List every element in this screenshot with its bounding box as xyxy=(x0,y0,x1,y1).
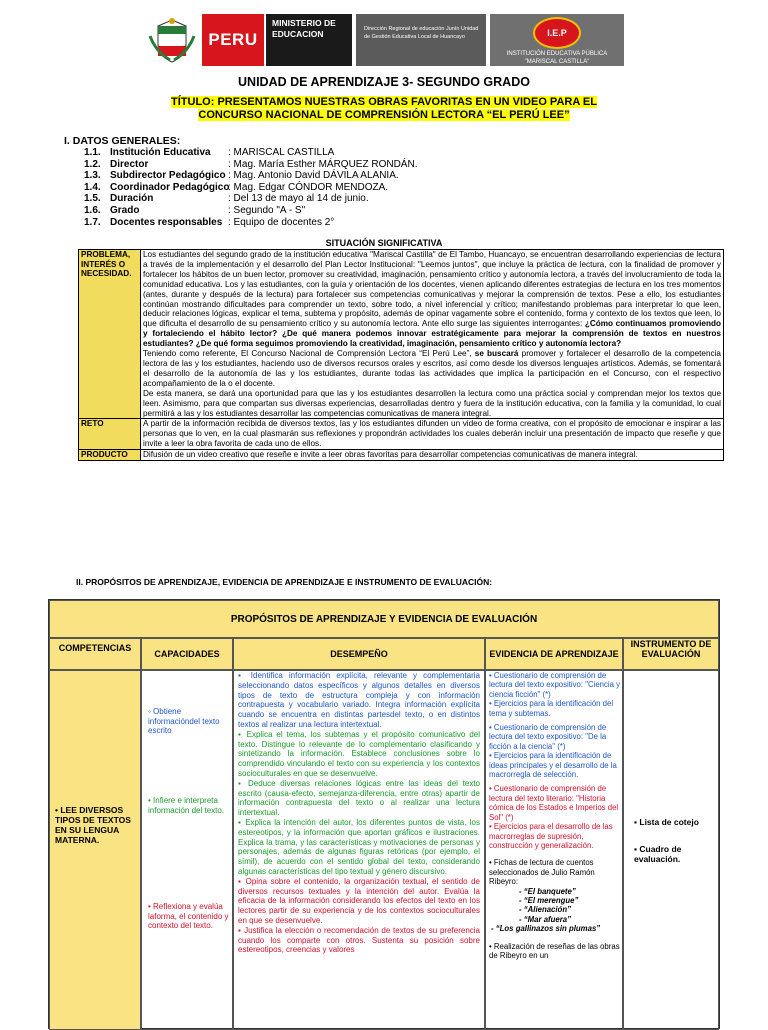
producto-label: PRODUCTO xyxy=(79,450,141,461)
reto-text: A partir de la información recibida de diversos textos, las y los estudiantes difunden un video de forma creativa, con el propósito de emocionar e inspirar a las personas que lo ven, en la cual plasmarán sus reflexiones y propondrán actividades los cuales deberán incluir una presentación de impacto que reseñe y que invite a leer la obra favorita de cada uno de ellos. xyxy=(141,419,724,450)
capacidades-cell xyxy=(141,670,233,1030)
header-desempeno: DESEMPEÑO xyxy=(233,638,485,670)
producto-text: Difusión de un video creativo que reseñe e invite a leer obras favoritas para desarrollar competencias comunicativas de manera integral. xyxy=(141,450,724,461)
desempeno-list xyxy=(238,671,480,955)
cuento-item: - “El banquete” xyxy=(519,886,576,896)
cuento-item: - “El merengue” xyxy=(519,895,579,905)
capacidad-reflexiona: • Reflexiona y evalúa laforma, el contenido y contexto del texto. xyxy=(148,902,229,931)
cuento-item: - “Alienación” xyxy=(519,905,571,915)
section-datos-generales: I. DATOS GENERALES: xyxy=(64,135,181,147)
reto-row xyxy=(79,419,724,450)
instrumento-cell xyxy=(623,670,719,1030)
ministerio-brand: MINISTERIO DE EDUCACION xyxy=(266,14,352,66)
datos-value: : Segundo "A - S" xyxy=(228,205,306,216)
problema-questions: ¿Cómo continuamos promoviendo y fortaleciendo el hábito lector? ¿De qué manera podemos innovar estratégicamente para mejorar la comprensión de textos en nuestros estudiantes? ¿De qué forma seguimos promoviendo la creatividad, imaginación, pensamiento crítico y autonomía lectora? xyxy=(143,319,721,349)
evidencia-item: • Fichas de lectura de cuentos seleccionados de Julio Ramón Ribeyro: xyxy=(489,858,595,887)
datos-label: Institución Educativa xyxy=(110,147,211,158)
desempeno-item: ▪ Explica la intención del autor, los diferentes puntos de vista, los estereotipos, y la información que aportan gráficos e ilustraciones. Explica la trama, y las características y motivaciones de personas y personajes, además de algunas figuras retóricas (por ejemplo, el símil), de acuerdo con el sentido global del texto, considerando algunas características del tipo textual y género discursivo. xyxy=(238,817,480,876)
problema-paragraph-1: Los estudiantes del segundo grado de la institución educativa "Mariscal Castilla" de El Tambo, Huancayo, se encuentran desarrollando experiencias de lectura a través de la implementación y el desarrollo del Plan Lector Institucional: "Leemos juntos", que incluye la práctica de lectura, con la finalidad de promover y fortalecer los hábitos de un buen lector, promover su creatividad, imaginación, pensamiento crítico y autonomía lectora, a través del involucramiento de toda la comunidad educativa. Los y las estudiantes, con la guía y orientación de los docentes, vienen aplicando diferentes estrategias de lectura en los tres momentos (antes, durante y después de la lectura) para fortalecer sus competencias comunicativas y mejorar la comprensión de textos. Pese a ello, los estudiantes continúan mostrando dificultades para comprender un texto, sobre todo, a nivel inferencial y crítico; manifestando problemas para interpretar lo que leen, deducir relaciones lógicas, explicar el tema, subtema y propósito, además de opinar vagamente sobre el contenido, forma y contexto de los textos que leen, lo que dificulta el desarrollo de su pensamiento crítico y su autonomía lectora. Ante ello surge las siguientes interrogantes: xyxy=(143,250,721,329)
problema-paragraph-2a: Teniendo como referente, El Concurso Nacional de Comprensión Lectora “El Perú Lee”, xyxy=(143,349,472,359)
datos-num: 1.6. xyxy=(84,205,101,216)
problema-row xyxy=(79,250,724,419)
datos-value: : Mag. María Esther MÁRQUEZ RONDÁN. xyxy=(228,158,418,170)
problema-paragraph-3: De esta manera, se dará una oportunidad para que las y los estudiantes desarrollen la lectura como una práctica social y comprendan mejor los textos que leen. Asimismo, para que compartan sus diversas experiencias, desarrolladas dentro y fuera de la institución educativa, con la familia y la comunidad, lo cual permitirá a las y los estudiantes desarrollar las competencias comunicativas de manera integral. xyxy=(143,388,721,418)
desempeno-item: ▪ Explica el tema, los subtemas y el propósito comunicativo del texto. Distingue lo relevante de lo complementario clasificando y sintetizando la información. Establece conclusiones sobre lo comprendido vinculando el texto con su experiencia y los contextos socioculturales en que se desenvuelve. xyxy=(238,729,480,778)
datos-num: 1.2. xyxy=(84,158,101,170)
datos-value: : Mag. Antonio David DÁVILA ALANIA. xyxy=(228,170,399,182)
datos-num: 1.3. xyxy=(84,170,101,182)
evidencia-list xyxy=(489,671,621,960)
peru-brand: PERU xyxy=(202,14,264,66)
peru-coat-of-arms-logo xyxy=(146,16,198,66)
unit-title: UNIDAD DE APRENDIZAJE 3- SEGUNDO GRADO xyxy=(238,75,530,89)
reto-label: RETO xyxy=(79,419,141,450)
datos-label: Grado xyxy=(110,205,140,216)
datos-label: Docentes responsables xyxy=(110,216,223,228)
datos-label: Subdirector Pedagógico xyxy=(110,170,226,182)
evidencia-item: • Cuestionario de comprensión de lectura del texto expositivo: "Ciencia y ciencia ficción" (*) xyxy=(489,671,621,699)
evidencia-item: • Ejercicios para la identificación de ideas principales y el desarrollo de la macrorregla de selección. xyxy=(489,751,617,780)
situacion-table xyxy=(78,249,724,461)
propositos-table xyxy=(48,599,720,1029)
problema-text xyxy=(141,250,724,419)
cuento-item: - “Los gallinazos sin plumas” xyxy=(491,924,601,934)
datos-num: 1.7. xyxy=(84,216,101,228)
capacidad-infiere: • Infiere e interpreta información del texto. xyxy=(148,796,225,815)
problema-paragraph-2b: se buscará xyxy=(474,349,519,359)
instrumento-item: ▪ Lista de cotejo xyxy=(634,817,699,827)
instrumento-item: ▪ Cuadro de evaluación. xyxy=(634,844,682,864)
cuento-item: - “Mar afuera” xyxy=(519,914,571,924)
datos-num: 1.4. xyxy=(84,181,101,193)
desempeno-item: ▪ Deduce diversas relaciones lógicas entre las ideas del texto escrito (causa-efecto, semejanza-diferencia, entre otras) apartir de información contrapuesta del texto o al realizar una lectura intertextual. xyxy=(238,778,480,818)
datos-value: : Del 13 de mayo al 14 de junio. xyxy=(228,193,369,205)
situacion-title: SITUACIÓN SIGNIFICATIVA xyxy=(325,238,443,248)
datos-value: : Equipo de docentes 2° xyxy=(228,216,335,228)
desempeno-item: ▪ Justifica la elección o recomendación de textos de su preferencia cuando los comparte con otros. Sustenta su posición sobre estereotipos, creencias y valores xyxy=(238,925,480,955)
datos-value: : Mag. Edgar CÓNDOR MENDOZA. xyxy=(228,181,389,193)
header-instrumento: INSTRUMENTO DE EVALUACIÓN xyxy=(623,638,719,670)
dre-brand: Dirección Regional de educación Junín Unidad de Gestión Educativa Local de Huancayo xyxy=(356,14,486,66)
unit-subtitle xyxy=(0,96,768,122)
producto-row xyxy=(79,450,724,461)
datos-num: 1.1. xyxy=(84,147,101,158)
evidencia-cell xyxy=(485,670,623,1030)
propositos-table-title: PROPÓSITOS DE APRENDIZAJE Y EVIDENCIA DE EVALUACIÓN xyxy=(49,600,719,638)
datos-value: : MARISCAL CASTILLA xyxy=(228,147,335,158)
datos-num: 1.5. xyxy=(84,193,101,205)
section-propositos: II. PROPÓSITOS DE APRENDIZAJE, EVIDENCIA DE APRENDIZAJE E INSTRUMENTO DE EVALUACIÓN: xyxy=(76,577,493,587)
problema-paragraph-2c: promover y fortalecer el desarrollo de la competencia lectora de las y los estudiantes, haciendo uso de diversos recursos orales y escritos, así como desde los diversos lenguajes artísticos. Además, se fomentará el desarrollo de la autonomía de las y los estudiantes, durante todas las actividades que implica la participación en el Concurso, con el respectivo acompañamiento de la o el docente. xyxy=(143,349,721,388)
header-competencias: COMPETENCIAS xyxy=(49,638,141,670)
titulo-line-1: TÍTULO: PRESENTAMOS NUESTRAS OBRAS FAVORITAS EN UN VIDEO PARA EL xyxy=(171,96,597,108)
capacidad-obtiene: ◦ Obtiene informacióndel texto escrito xyxy=(148,707,220,736)
datos-label: Director xyxy=(110,158,149,170)
header-evidencia: EVIDENCIA DE APRENDIZAJE xyxy=(485,638,623,670)
evidencia-item: • Realización de reseñas de las obras de Ribeyro en un xyxy=(489,941,620,960)
evidencia-item: • Cuestionario de comprensión de lectura del texto expositivo: "De la ficción a la ciencia" (*) xyxy=(489,723,607,751)
desempeno-item: ▪ Identifica información explícita, relevante y complementaria seleccionando datos específicos y algunos detalles en diversos tipos de texto de estructura compleja y con información contrapuesta y vocabulario variado. Integra información explícita cuando se encuentra en distintas partesdel texto, o en distintos textos al realizar una lectura intertextual. xyxy=(238,671,480,729)
evidencia-item: • Cuestionario de comprensión de lectura del texto literario: "Historia cómica de los Estados e Imperios del Sol" (*) xyxy=(489,784,619,822)
desempeno-cell xyxy=(233,670,485,1030)
titulo-line-2: CONCURSO NACIONAL DE COMPRENSIÓN LECTORA “EL PERÚ LEE” xyxy=(198,109,570,121)
desempeno-item: ▪ Opina sobre el contenido, la organización textual, el sentido de diversos recursos textuales y la intención del autor. Evalúa la eficacia de la información considerando los efectos del texto en los lectores partir de su experiencia y de los contextos socioculturales en que se desenvuelve. xyxy=(238,876,480,925)
evidencia-item: • Ejercicios para el desarrollo de las macrorreglas de supresión, construcción y generalización. xyxy=(489,822,613,850)
school-name: INSTITUCIÓN EDUCATIVA PÚBLICA "MARISCAL CASTILLA" xyxy=(506,51,608,65)
school-brand xyxy=(490,14,624,66)
evidencia-item: • Ejercicios para la identificación del tema y subtemas. xyxy=(489,699,614,718)
datos-label: Coordinador Pedagógico xyxy=(110,181,230,193)
datos-list xyxy=(0,147,768,229)
problema-label: PROBLEMA, INTERÉS O NECESIDAD. xyxy=(79,250,141,419)
datos-label: Duración xyxy=(110,193,154,205)
school-emblem: I.E.P xyxy=(533,17,581,49)
competencia-text: • LEE DIVERSOS TIPOS DE TEXTOS EN SU LENGUA MATERNA. xyxy=(55,805,131,845)
competencia-cell xyxy=(49,670,141,1030)
header-capacidades: CAPACIDADES xyxy=(141,638,233,670)
